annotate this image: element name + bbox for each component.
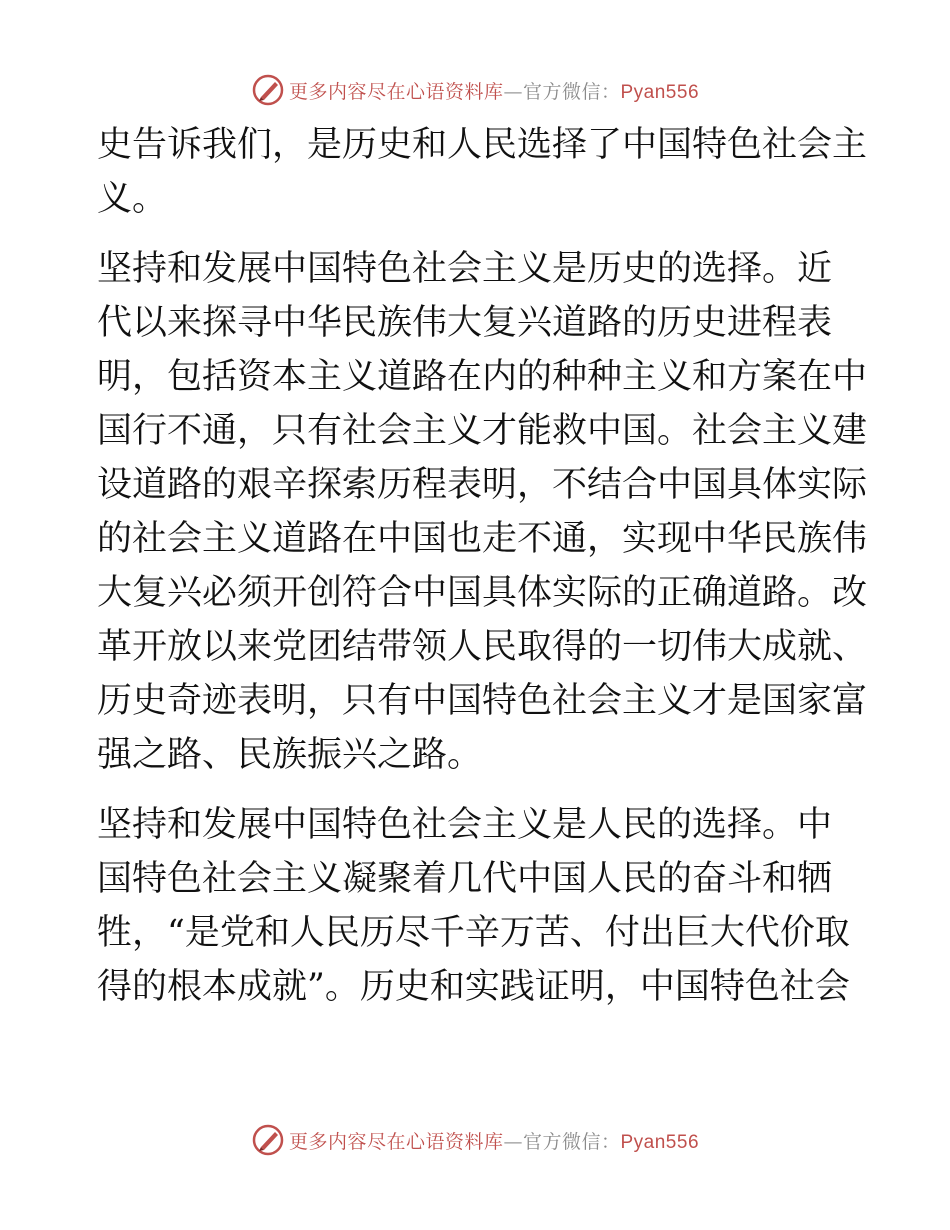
header-separator: — [503,80,523,103]
paragraph-3 [97,798,857,1014]
footer-banner [0,1120,950,1160]
footer-official: 官方微信： [522,1130,621,1153]
text-line: 坚持和发展中国特色社会主义是人民的选择。中 [97,805,833,845]
paragraph-1 [97,118,868,226]
text-line: 史告诉我们，是历史和人民选择了中国特色社会主 [97,125,868,165]
footer-separator: — [503,1130,523,1153]
footer-brand: 更多内容尽在心语资料库 [288,1130,504,1153]
text-line: 设道路的艰辛探索历程表明，不结合中国具体实际 [97,465,868,505]
text-line: 国特色社会主义凝聚着几代中国人民的奋斗和牺 [97,859,833,899]
text-line: 历史奇迹表明，只有中国特色社会主义才是国家富 [97,681,868,721]
text-line: 的社会主义道路在中国也走不通，实现中华民族伟 [97,519,868,559]
text-line: 代以来探寻中华民族伟大复兴道路的历史进程表 [97,303,833,343]
pen-logo-icon [251,1123,285,1157]
text-line: 国行不通，只有社会主义才能救中国。社会主义建 [97,411,868,451]
text-line: 牲，“是党和人民历尽千辛万苦、付出巨大代价取 [97,913,850,953]
header-wechat-id: Pyan556 [620,81,700,103]
text-line: 义。 [97,179,168,219]
text-line: 明，包括资本主义道路在内的种种主义和方案在中 [97,357,868,397]
text-line: 革开放以来党团结带领人民取得的一切伟大成就、 [97,627,868,667]
paragraph-2 [97,242,868,782]
text-line: 强之路、民族振兴之路。 [97,735,483,775]
header-banner [0,70,950,110]
text-line: 得的根本成就”。历史和实践证明，中国特色社会 [97,967,850,1007]
header-brand: 更多内容尽在心语资料库 [288,80,504,103]
header-official: 官方微信： [522,80,621,103]
text-line: 大复兴必须开创符合中国具体实际的正确道路。改 [97,573,868,613]
text-line: 坚持和发展中国特色社会主义是历史的选择。近 [97,249,833,289]
footer-banner-text [289,1127,699,1154]
footer-wechat-id: Pyan556 [620,1131,700,1153]
pen-logo-icon [251,73,285,107]
header-banner-text [289,77,699,104]
document-body [97,118,868,1014]
